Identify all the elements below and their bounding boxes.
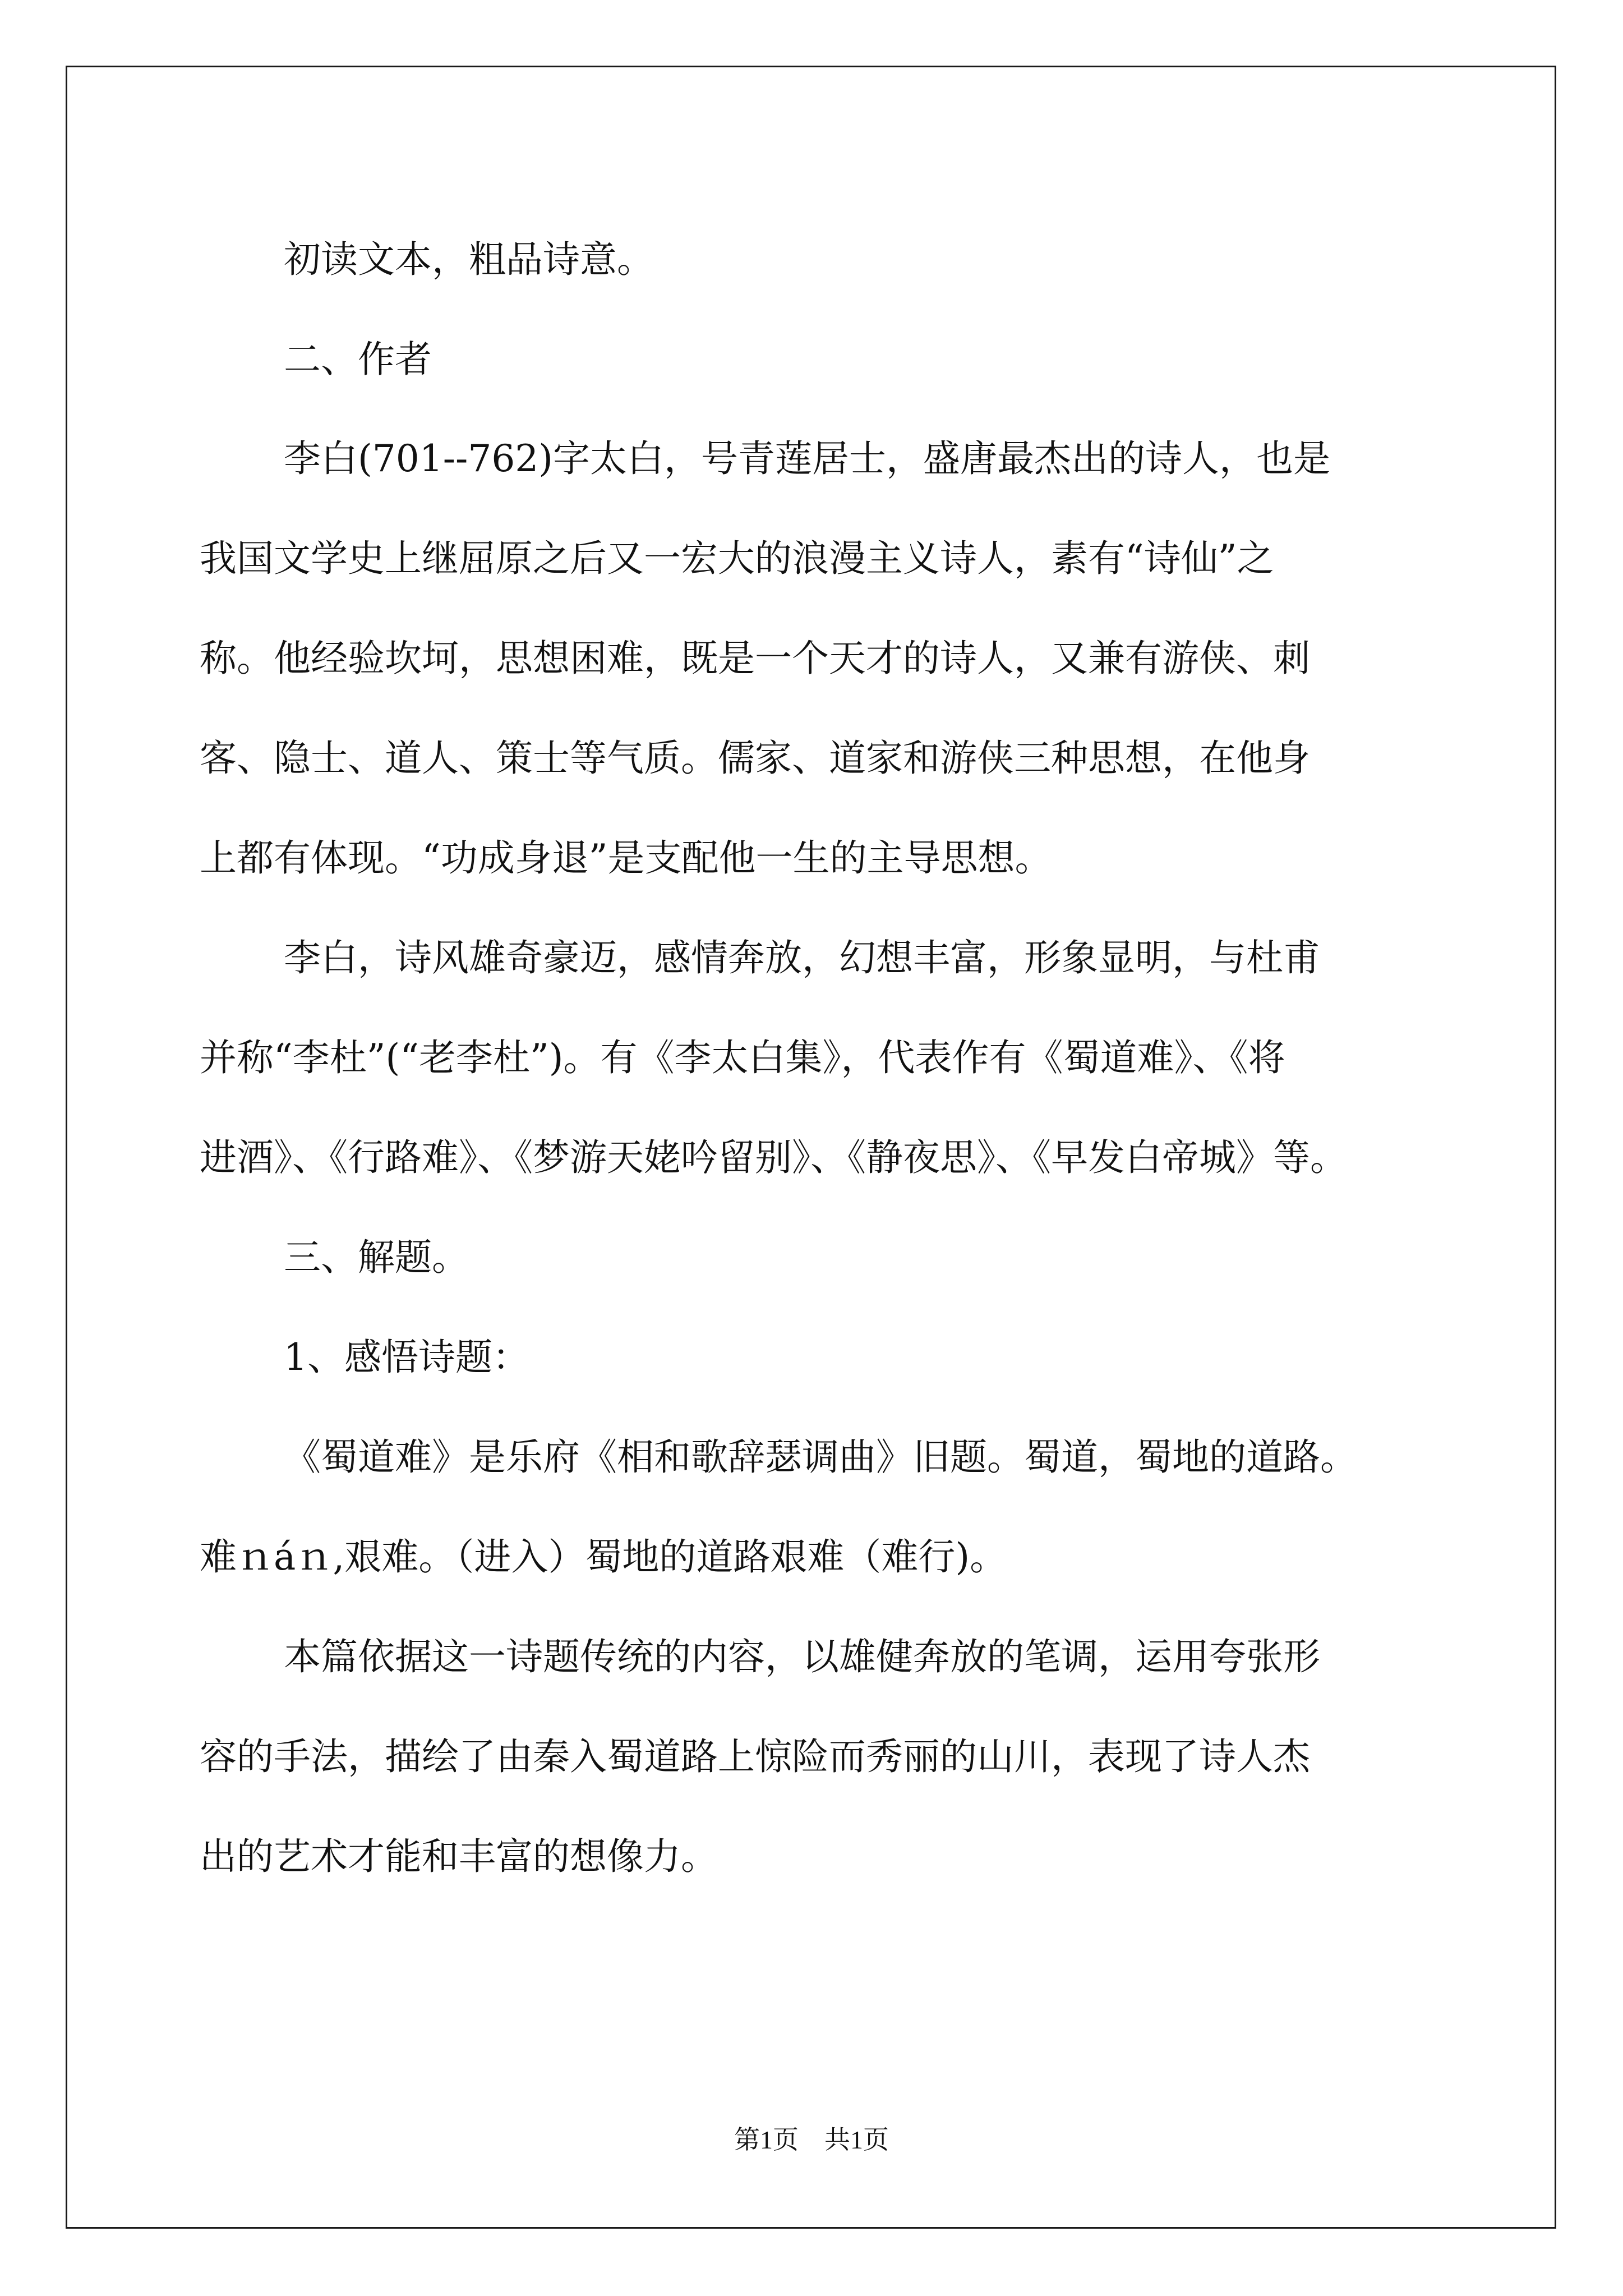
paragraph-line: 客、隐士、道人、策士等气质。儒家、道家和游侠三种思想，在他身 (200, 737, 1310, 780)
paragraph-line: 我国文学史上继屈原之后又一宏大的浪漫主义诗人，素有“诗仙”之 (200, 537, 1274, 580)
page-total: 共1页 (824, 2125, 889, 2154)
paragraph-line: 出的艺术才能和丰富的想像力。 (200, 1835, 718, 1878)
paragraph-line: 称。他经验坎坷，思想困难，既是一个天才的诗人，又兼有游侠、刺 (200, 637, 1310, 680)
paragraph-line: 并称“李杜”(“老李杜”)。有《李太白集》，代表作有《蜀道难》、《将 (200, 1036, 1285, 1079)
paragraph-line: 《蜀道难》是乐府《相和歌辞瑟调曲》旧题。蜀道，蜀地的道路。 (284, 1435, 1357, 1479)
paragraph-line: 本篇依据这一诗题传统的内容，以雄健奔放的笔调，运用夸张形 (284, 1635, 1320, 1678)
subsection-heading: 1、感悟诗题： (284, 1336, 529, 1379)
paragraph-line: 容的手法，描绘了由秦入蜀道路上惊险而秀丽的山川，表现了诗人杰 (200, 1735, 1310, 1778)
paragraph-line: 初读文本，粗品诗意。 (284, 238, 654, 281)
page-footer (0, 2123, 1623, 2157)
section-heading-author: 二、作者 (284, 338, 432, 381)
page-number: 第1页 (734, 2125, 799, 2154)
paragraph-line: 难ｎáｎ,艰难。（进入）蜀地的道路艰难（难行)。 (200, 1535, 1007, 1579)
paragraph-line: 李白(701--762)字太白，号青莲居士，盛唐最杰出的诗人，也是 (284, 437, 1331, 480)
paragraph-line: 李白，诗风雄奇豪迈，感情奔放，幻想丰富，形象显明，与杜甫 (284, 936, 1320, 979)
section-heading-title: 三、解题。 (284, 1236, 469, 1279)
paragraph-line: 进酒》、《行路难》、《梦游天姥吟留别》、《静夜思》、《早发白帝城》等。 (200, 1136, 1347, 1179)
paragraph-line: 上都有体现。“功成身退”是支配他一生的主导思想。 (200, 836, 1052, 880)
